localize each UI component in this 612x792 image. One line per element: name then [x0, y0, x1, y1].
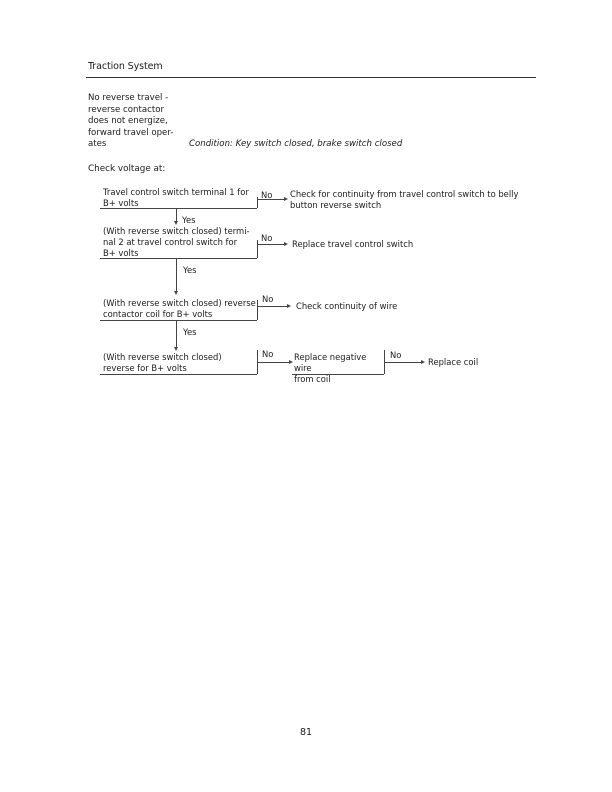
step-3-text [103, 298, 263, 320]
step-line: contactor coil for B+ volts [103, 308, 213, 319]
result-line: Check for continuity from travel control switch to belly [290, 189, 519, 199]
symptom-description [88, 93, 198, 151]
step-3-no-result [296, 301, 496, 312]
step-4-underline [100, 374, 257, 375]
step-4-no-label: No [262, 349, 274, 359]
step-2-no-result [292, 239, 492, 250]
arrow-right-icon [287, 304, 291, 308]
step-4-result-underline [292, 374, 384, 375]
step-4-second-no-label: No [390, 350, 402, 360]
check-voltage-heading: Check voltage at: [88, 164, 166, 174]
condition-text: Condition: Key switch closed, brake switch closed [189, 139, 403, 149]
result-line: Check continuity of wire [296, 301, 398, 311]
step-4-second-no-line [385, 362, 422, 363]
result-line: Replace negative wire [294, 352, 367, 373]
step-2-bracket [257, 240, 258, 258]
step-2-yes-label: Yes [183, 265, 197, 275]
symptom-line: forward travel oper- [88, 127, 174, 138]
arrow-down-icon [174, 291, 178, 295]
step-2-no-label: No [261, 233, 273, 243]
symptom-line: reverse contactor [88, 104, 164, 115]
arrow-right-icon [289, 360, 293, 364]
arrow-down-icon [174, 221, 178, 225]
result-line: from coil [294, 373, 331, 384]
step-line: B+ volts [103, 247, 139, 258]
step-4-text [103, 352, 263, 374]
step-3-no-label: No [262, 294, 274, 304]
step-1-no-result [290, 189, 540, 211]
step-line: (With reverse switch closed) [103, 352, 222, 362]
step-line: (With reverse switch closed) termi- [103, 226, 250, 236]
step-1-yes-line [176, 208, 177, 222]
step-4-no-line [258, 362, 290, 363]
step-line: B+ volts [103, 197, 139, 208]
arrow-right-icon [284, 242, 288, 246]
step-line: Travel control switch terminal 1 for [103, 187, 249, 197]
step-1-yes-label: Yes [182, 215, 196, 225]
step-3-bracket [257, 300, 258, 320]
result-line: button reverse switch [290, 199, 382, 210]
step-3-no-line [258, 306, 288, 307]
step-3-yes-line [176, 320, 177, 348]
arrow-down-icon [174, 347, 178, 351]
step-line: reverse for B+ volts [103, 362, 187, 373]
step-2-underline [100, 258, 257, 259]
step-2-no-line [258, 244, 285, 245]
arrow-right-icon [421, 360, 425, 364]
step-4-no-result [294, 352, 384, 384]
header-divider [86, 77, 536, 78]
step-3-underline [100, 320, 257, 321]
step-1-no-line [258, 199, 285, 200]
page-number: 81 [300, 727, 313, 738]
step-1-text [103, 187, 263, 209]
symptom-line: ates [88, 139, 107, 150]
step-3-yes-label: Yes [183, 327, 197, 337]
step-4-second-no-result: Replace coil [428, 357, 479, 367]
arrow-right-icon [284, 197, 288, 201]
step-2-text [103, 226, 263, 258]
section-title: Traction System [88, 61, 163, 72]
step-1-underline [100, 208, 257, 209]
step-2-yes-line [176, 258, 177, 292]
result-line: Replace travel control switch [292, 239, 414, 249]
symptom-line: No reverse travel - [88, 93, 169, 103]
step-line: (With reverse switch closed) reverse [103, 298, 256, 308]
step-1-no-label: No [261, 190, 273, 200]
symptom-line: does not energize, [88, 116, 168, 127]
step-line: nal 2 at travel control switch for [103, 236, 238, 247]
